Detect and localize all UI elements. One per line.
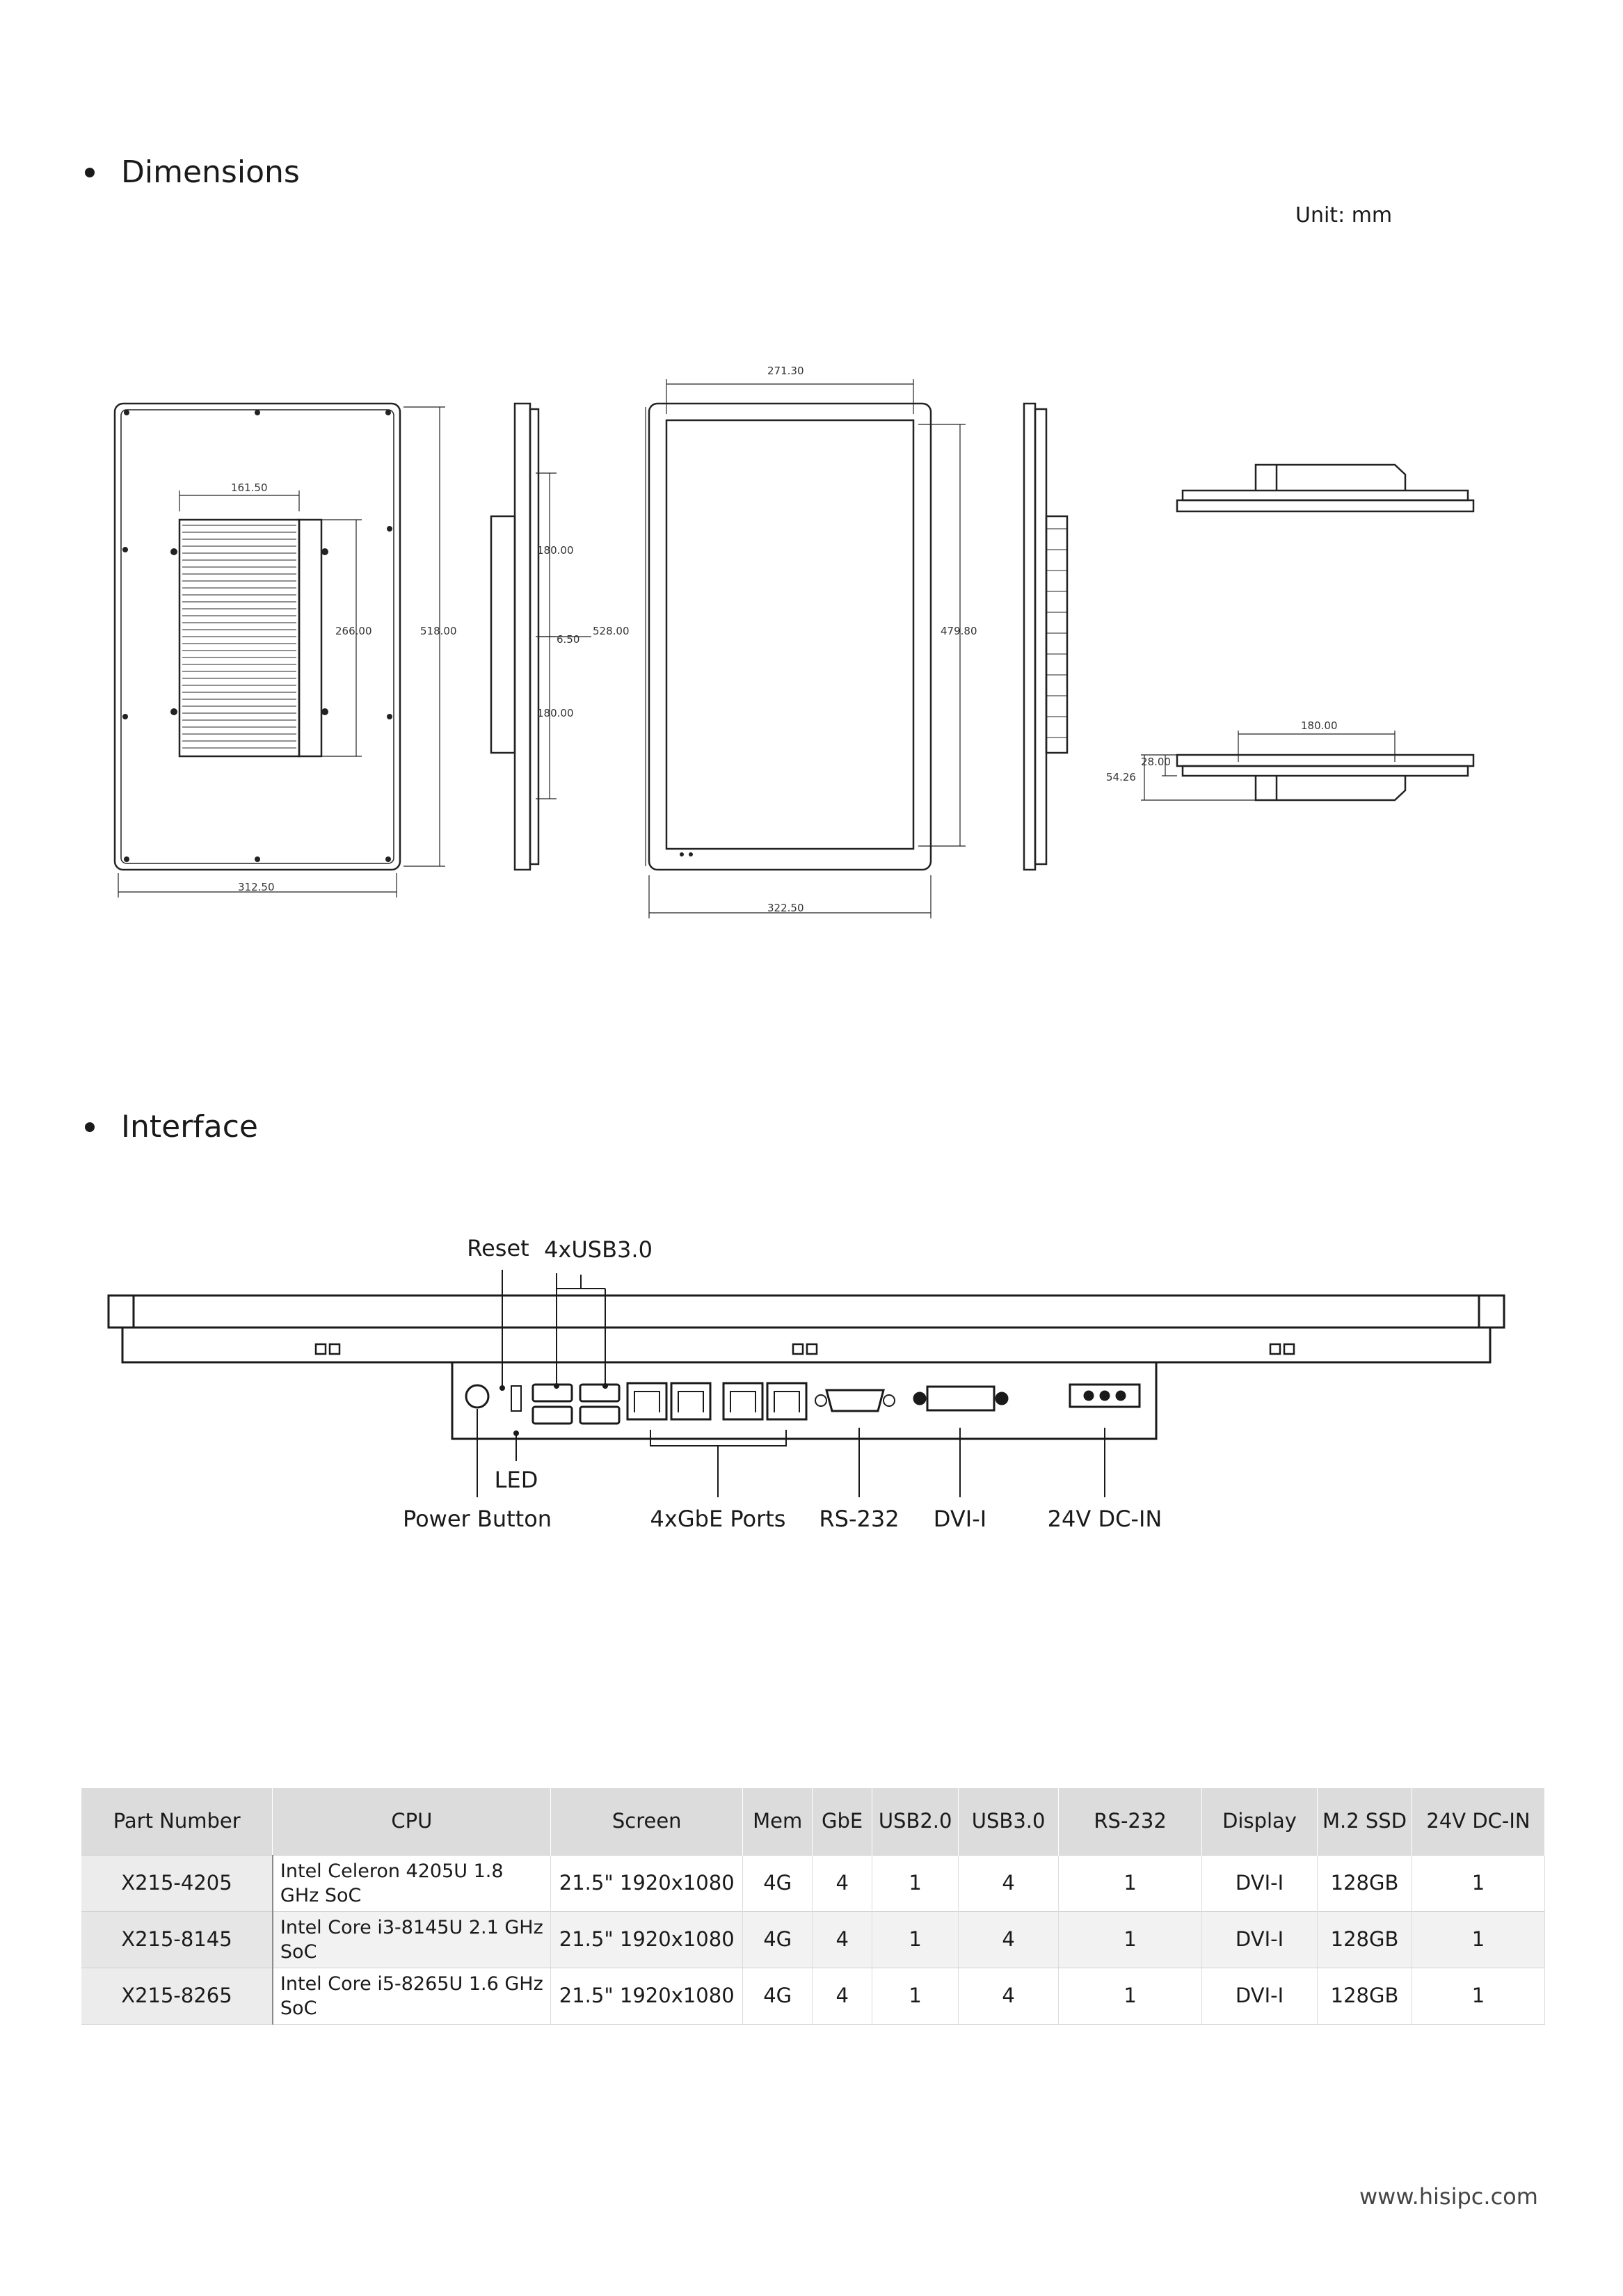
dimension-drawings [0,0,1623,974]
cell-rs232: 1 [1059,1968,1202,2025]
label-reset: Reset [467,1235,529,1261]
label-led: LED [494,1467,538,1493]
dim-side-lower: 180.00 [537,707,574,719]
cell-rs232: 1 [1059,1856,1202,1912]
cell-gbe: 4 [813,1912,872,1968]
header-dc-in: 24V DC-IN [1412,1788,1545,1856]
cell-part-number: X215-4205 [81,1856,273,1912]
cell-usb3: 4 [959,1968,1059,2025]
header-usb2: USB2.0 [872,1788,959,1856]
cell-display: DVI-I [1202,1912,1318,1968]
cell-part-number: X215-8265 [81,1968,273,2025]
header-usb3: USB3.0 [959,1788,1059,1856]
dim-side-upper: 180.00 [537,544,574,557]
cell-usb3: 4 [959,1912,1059,1968]
side-view-left [515,404,530,870]
cell-gbe: 4 [813,1856,872,1912]
dim-screen-height: 479.80 [941,625,977,637]
dim-back-width: 312.50 [238,881,275,893]
cell-usb2: 1 [872,1856,959,1912]
dim-front-height: 528.00 [593,625,630,637]
unit-label: Unit: mm [1295,203,1393,228]
spec-table [81,1788,1545,2025]
bottom-view [1177,755,1473,766]
header-cpu: CPU [273,1788,551,1856]
heatsink [179,520,299,756]
cell-rs232: 1 [1059,1912,1202,1968]
interface-diagram [0,1225,1623,1558]
cell-usb3: 4 [959,1856,1059,1912]
cell-cpu: Intel Core i3-8145U 2.1 GHz SoC [273,1912,551,1968]
cell-ssd: 128GB [1318,1968,1412,2025]
label-power-button: Power Button [402,1506,552,1532]
dim-screen-width: 271.30 [767,365,804,377]
panel-top-edge [109,1296,1504,1328]
header-mem: Mem [743,1788,813,1856]
dim-heatsink-width: 161.50 [231,481,268,494]
label-usb: 4xUSB3.0 [544,1236,653,1263]
power-button-icon [466,1385,488,1408]
cell-screen: 21.5" 1920x1080 [551,1856,743,1912]
cell-part-number: X215-8145 [81,1912,273,1968]
cell-mem: 4G [743,1856,813,1912]
cell-display: DVI-I [1202,1968,1318,2025]
dim-front-width: 322.50 [767,902,804,914]
header-display: Display [1202,1788,1318,1856]
footer-url[interactable]: www.hisipc.com [1359,2183,1538,2210]
lan-port-icon [627,1383,666,1419]
label-rs232: RS-232 [819,1506,900,1532]
header-gbe: GbE [813,1788,872,1856]
cell-dc-in: 1 [1412,1968,1545,2025]
top-view [1183,491,1468,500]
dim-depth-panel: 28.00 [1141,756,1171,768]
dim-heatsink-height: 266.00 [335,625,372,637]
cell-screen: 21.5" 1920x1080 [551,1912,743,1968]
cell-screen: 21.5" 1920x1080 [551,1968,743,2025]
dvi-port-icon [927,1387,994,1410]
cell-mem: 4G [743,1968,813,2025]
cell-usb2: 1 [872,1912,959,1968]
table-row [81,1912,1545,1968]
header-screen: Screen [551,1788,743,1856]
interface-title: Interface [121,1109,258,1145]
cell-ssd: 128GB [1318,1856,1412,1912]
header-part-number: Part Number [81,1788,273,1856]
cell-cpu: Intel Core i5-8265U 1.6 GHz SoC [273,1968,551,2025]
cell-ssd: 128GB [1318,1912,1412,1968]
dim-bottom-width: 180.00 [1301,719,1338,732]
interface-heading [85,1109,258,1145]
dim-side-offset: 6.50 [557,633,580,646]
label-dvi: DVI-I [933,1506,987,1532]
table-row [81,1856,1545,1912]
usb-port-icon [533,1385,572,1401]
cell-dc-in: 1 [1412,1912,1545,1968]
rs232-port-icon [826,1390,884,1411]
cell-usb2: 1 [872,1968,959,2025]
label-dc-in: 24V DC-IN [1047,1506,1162,1532]
side-view-right [1024,404,1035,870]
cell-gbe: 4 [813,1968,872,2025]
dimensions-title: Dimensions [121,154,300,190]
dim-depth-total: 54.26 [1106,771,1136,783]
label-gbe: 4xGbE Ports [650,1506,786,1532]
front-view-outline [649,404,931,870]
bullet-icon [85,1122,95,1132]
header-ssd: M.2 SSD [1318,1788,1412,1856]
cell-mem: 4G [743,1912,813,1968]
table-header-row [81,1788,1545,1856]
cell-dc-in: 1 [1412,1856,1545,1912]
cell-display: DVI-I [1202,1856,1318,1912]
header-rs232: RS-232 [1059,1788,1202,1856]
table-row [81,1968,1545,2025]
cell-cpu: Intel Celeron 4205U 1.8 GHz SoC [273,1856,551,1912]
dim-back-height: 518.00 [420,625,457,637]
